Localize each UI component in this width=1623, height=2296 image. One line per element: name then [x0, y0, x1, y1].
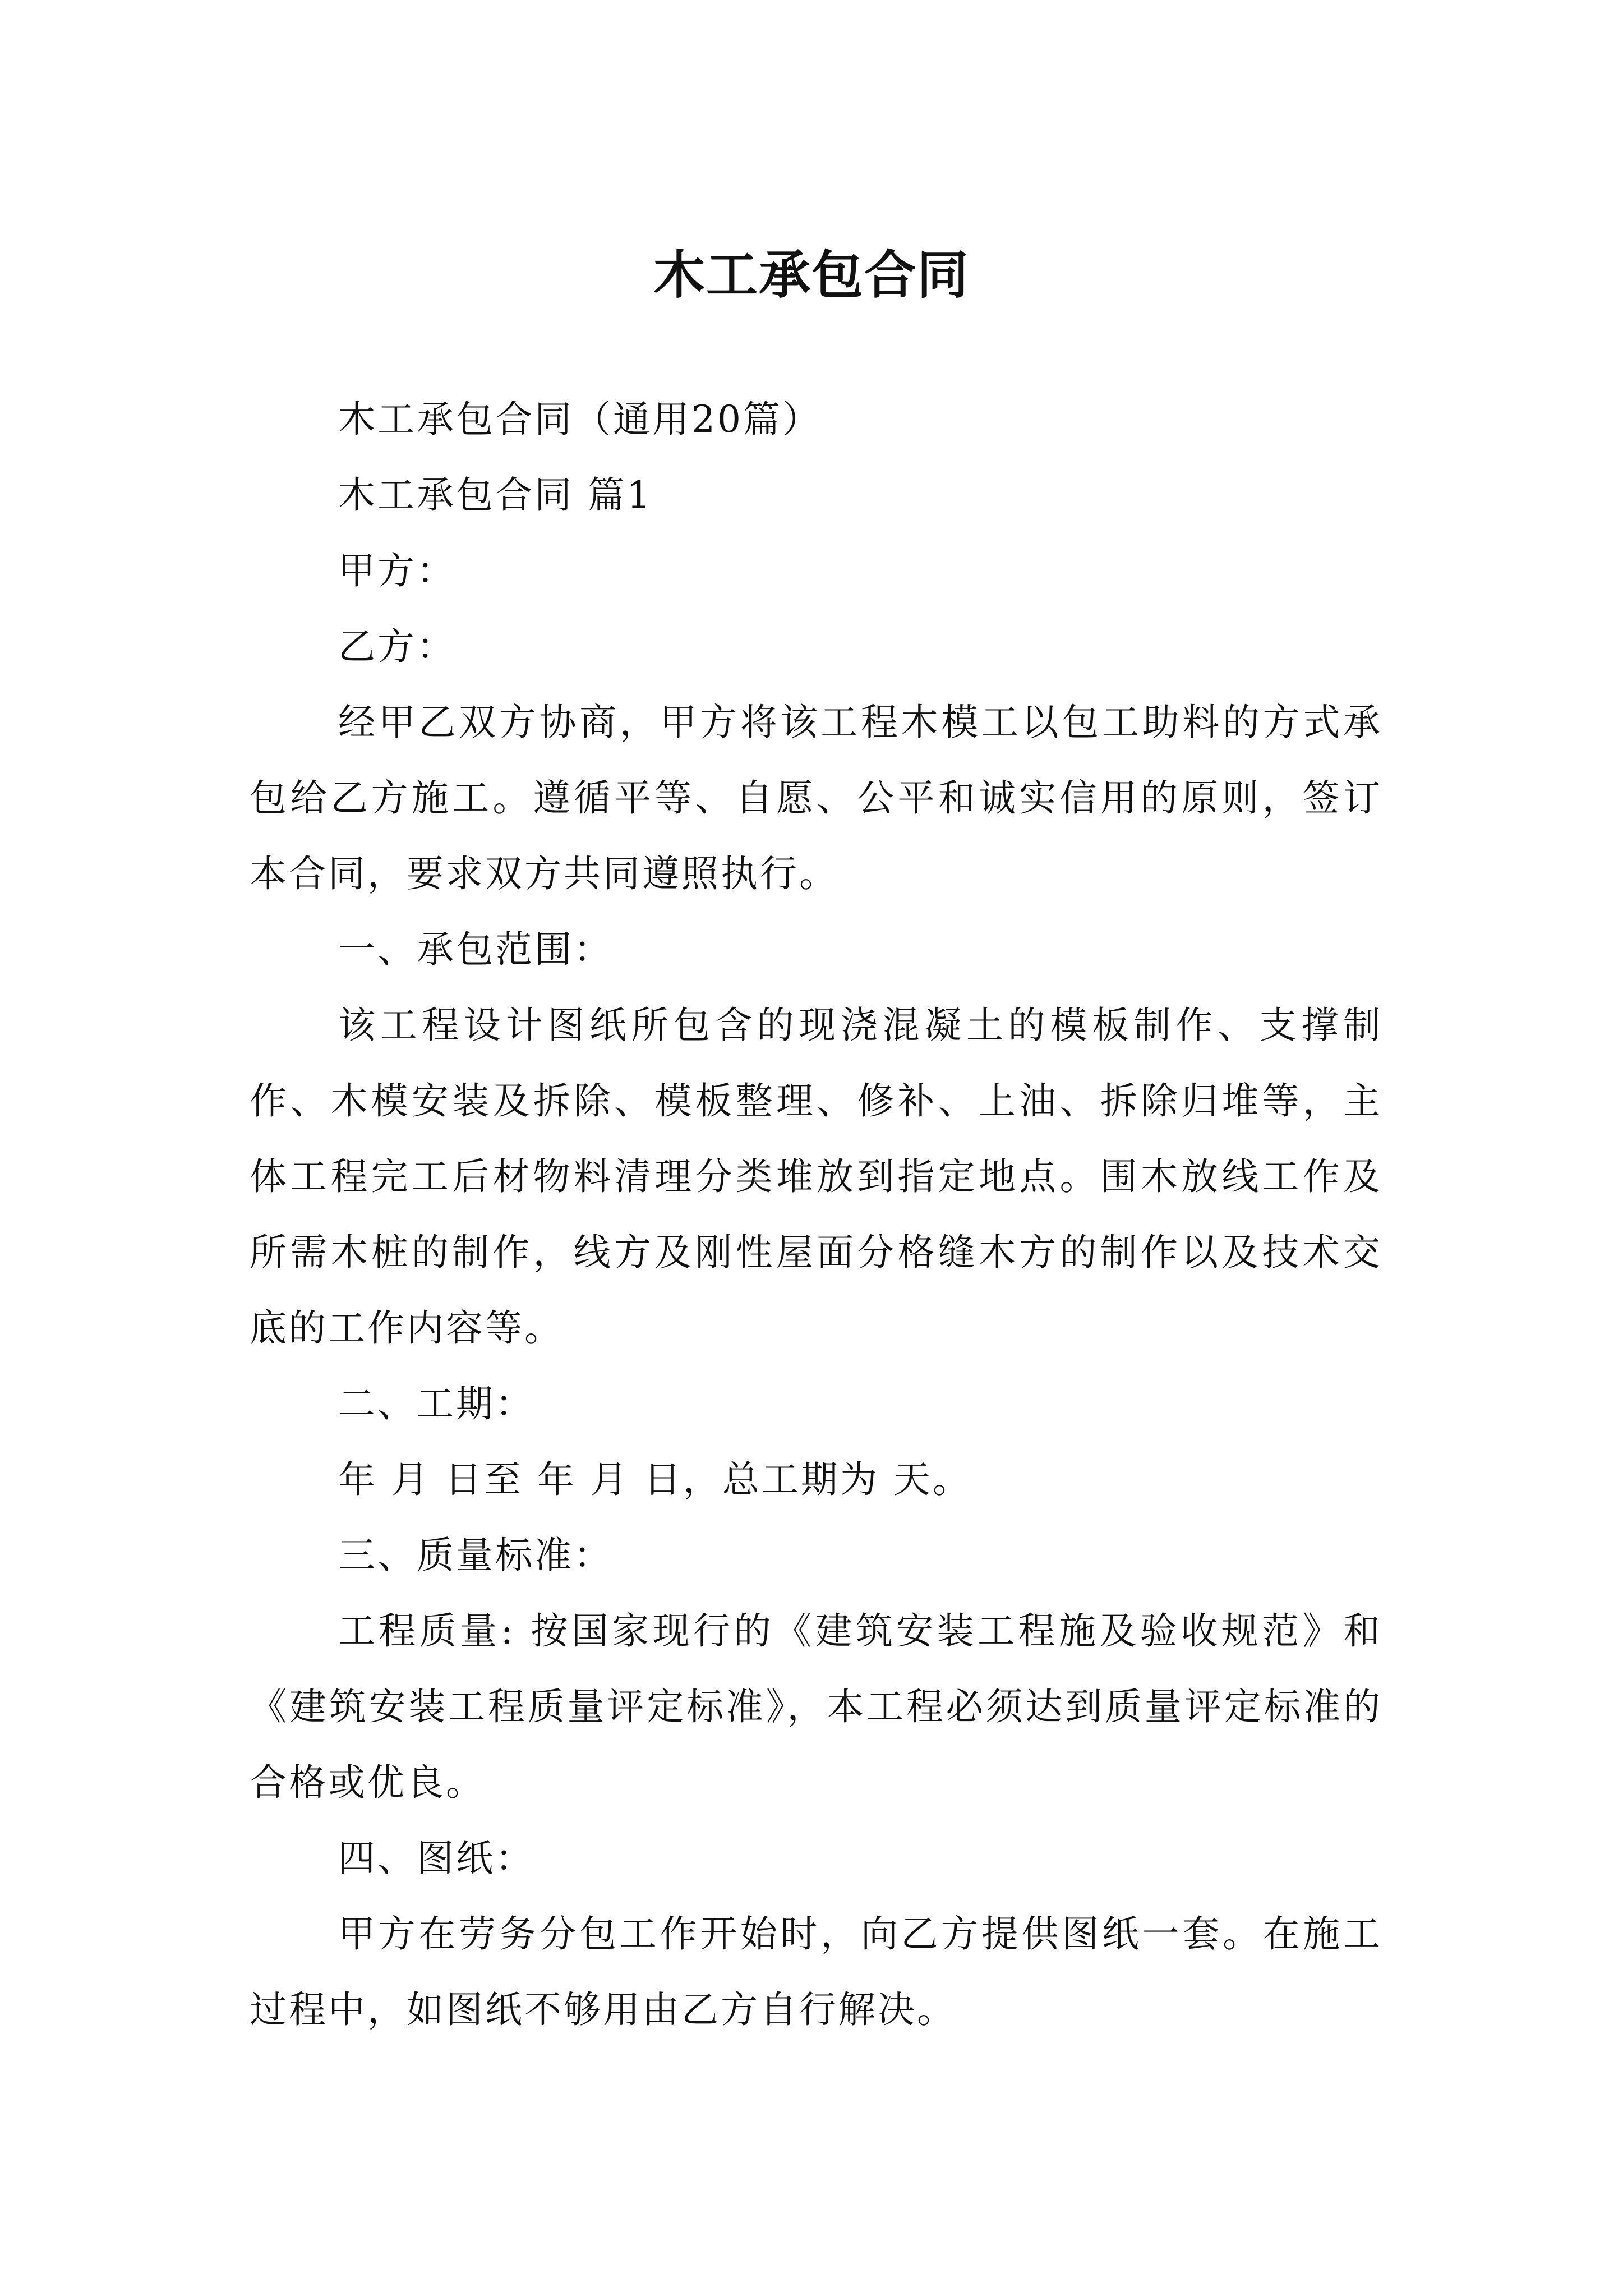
clause-heading-period: 二、工期：	[338, 1382, 534, 1425]
document-title: 木工承包合同	[653, 244, 970, 305]
clause-heading-quality: 三、质量标准：	[338, 1534, 613, 1577]
document-body	[250, 381, 1382, 2047]
clause-paragraph-period: 年 月 日至 年 月 日，总工期为 天。	[338, 1458, 972, 1501]
clause-paragraph-scope: 该工程设计图纸所包含的现浇混凝土的模板制作、支撑制作、木模安装及拆除、模板整理、修补、上油、拆除归堆等，主体工程完工后材物料清理分类堆放到指定地点。围木放线工作及所需木桩的制作，线方及刚性屋面分格缝木方的制作以及技术交底的工作内容等。	[250, 1004, 1382, 1350]
section-heading-part1: 木工承包合同 篇1	[338, 473, 653, 517]
clause-heading-drawings: 四、图纸：	[338, 1837, 534, 1880]
clause-paragraph-drawings: 甲方在劳务分包工作开始时，向乙方提供图纸一套。在施工过程中，如图纸不够用由乙方自行解决。	[250, 1912, 1382, 2031]
clause-paragraph-quality: 工程质量: 按国家现行的《建筑安装工程施及验收规范》和《建筑安装工程质量评定标准》，本工程必须达到质量评定标准的合格或优良。	[250, 1609, 1382, 1804]
subtitle-line: 木工承包合同（通用20篇）	[338, 398, 822, 441]
party-a-line: 甲方：	[338, 549, 456, 592]
clause-heading-scope: 一、承包范围：	[338, 928, 613, 971]
party-b-line: 乙方：	[338, 625, 456, 668]
intro-paragraph: 经甲乙双方协商，甲方将该工程木模工以包工助料的方式承包给乙方施工。遵循平等、自愿、公平和诚实信用的原则，签订本合同，要求双方共同遵照执行。	[250, 701, 1382, 895]
